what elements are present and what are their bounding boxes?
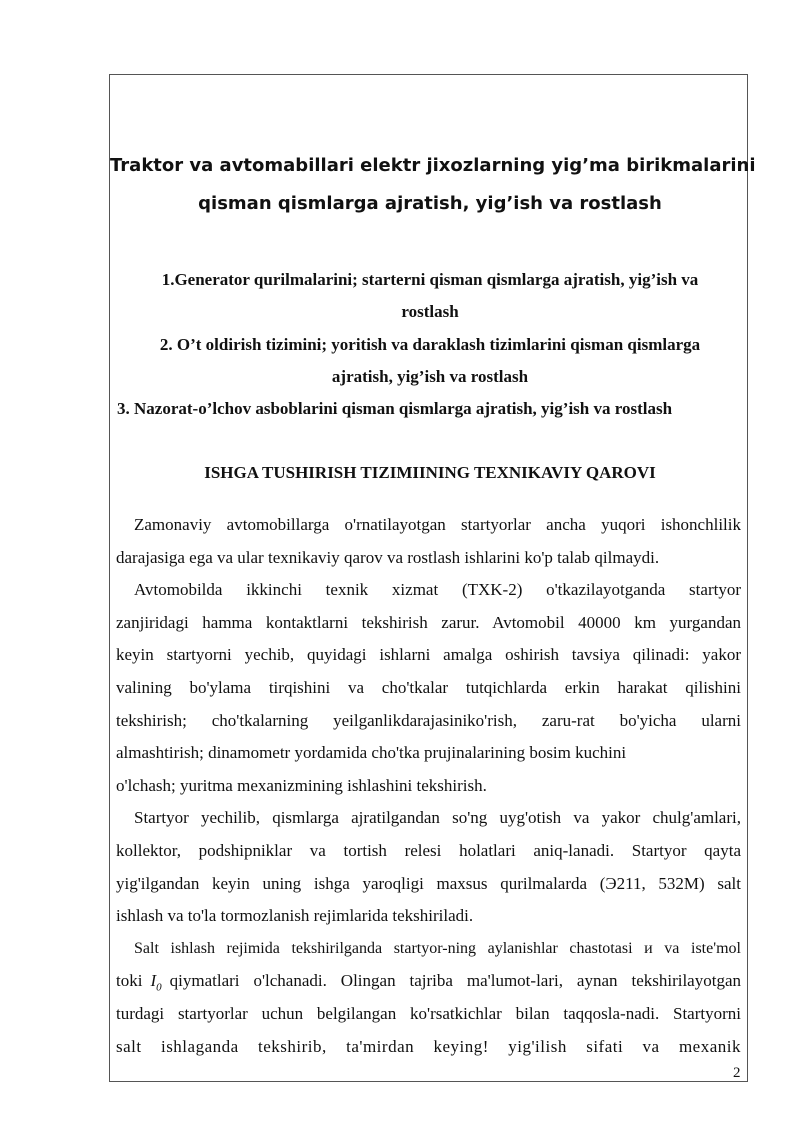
body-line: qiymatlari o'lchanadi. Olingan tajriba ma'lumot-lari, aynan tekshirilayotgan xyxy=(169,971,741,991)
body-line: Avtomobilda ikkinchi texnik xizmat (TXK-2) o'tkazilayotganda startyor xyxy=(134,580,741,600)
current-symbol: $I_0$ xyxy=(150,971,162,994)
topic-item-2-line-2: ajratish, yig’ish va rostlash xyxy=(331,367,529,386)
body-line: valining bo'ylama tirqishini va cho'tkalar tutqichlarda erkin harakat qilishini xyxy=(116,677,741,697)
body-line: Startyor yechilib, qismlarga ajratilgandan so'ng uyg'otish va yakor chulg'amlari, xyxy=(134,808,741,828)
page-number: 2 xyxy=(733,1065,741,1081)
topic-item-1-line-1: 1.Generator qurilmalarini; starterni qisman qismlarga ajratish, yig’ish va xyxy=(161,270,699,289)
body-line: darajasiga ega va ular texnikaviy qarov va rostlash ishlarini ko'p talab qilmaydi. xyxy=(116,547,660,567)
body-line: Zamonaviy avtomobillarga o'rnatilayotgan startyorlar ancha yuqori ishonchlilik xyxy=(134,515,741,534)
body-line: o'lchash; yuritma mexanizmining ishlashini tekshirish. xyxy=(116,775,487,795)
body-line: salt ishlaganda tekshirib, ta'mirdan keying! yig'ilish sifati va mexanik xyxy=(116,1036,741,1056)
body-line: ishlash va to'la tormozlanish rejimlarida tekshiriladi. xyxy=(116,906,474,926)
body-text xyxy=(116,509,741,1063)
body-line: Salt ishlash rejimida tekshirilganda startyor-ning aylanishlar chastotasi и va iste'mol xyxy=(134,939,741,957)
topic-item-3: 3. Nazorat-o’lchov asboblarini qisman qismlarga ajratish, yig’ish va rostlash xyxy=(117,399,673,418)
body-line: almashtirish; dinamometr yordamida cho'tka prujinalarining bosim kuchini xyxy=(116,743,627,763)
document-title-line-2: qisman qismlarga ajratish, yig’ish va rostlash xyxy=(198,193,662,214)
body-line: zanjiridagi hamma kontaktlarni tekshirish zarur. Avtomobil 40000 km yurgandan xyxy=(116,612,741,632)
body-line: keyin startyorni yechib, quyidagi ishlarni amalga oshirish tavsiya qilinadi: yakor xyxy=(116,645,741,665)
body-line: yig'ilgandan keyin uning ishga yaroqligi maxsus qurilmalarda (Э211, 532M) salt xyxy=(116,873,741,893)
body-line: kollektor, podshipniklar va tortish relesi holatlari aniq-lanadi. Startyor qayta xyxy=(116,840,741,860)
topic-item-1-line-2: rostlash xyxy=(401,302,459,321)
body-line: turdagi startyorlar uchun belgilangan ko'rsatkichlar bilan taqqosla-nadi. Startyorni xyxy=(116,1003,741,1023)
body-line: tekshirish; cho'tkalarning yeilganlikdarajasiniko'rish, zaru-rat bo'yicha ularni xyxy=(116,710,741,730)
body-line-toki xyxy=(116,965,741,998)
topic-item-2-line-1: 2. O’t oldirish tizimini; yoritish va daraklash tizimlarini qisman qismlarga xyxy=(159,335,701,354)
section-heading: ISHGA TUSHIRISH TIZIMIINING TEXNIKAVIY QAROVI xyxy=(204,463,656,482)
document-title-line-1: Traktor va avtomabillari elektr jixozlarning yig’ma birikmalarini xyxy=(110,155,756,176)
toki-prefix: toki xyxy=(116,971,143,991)
